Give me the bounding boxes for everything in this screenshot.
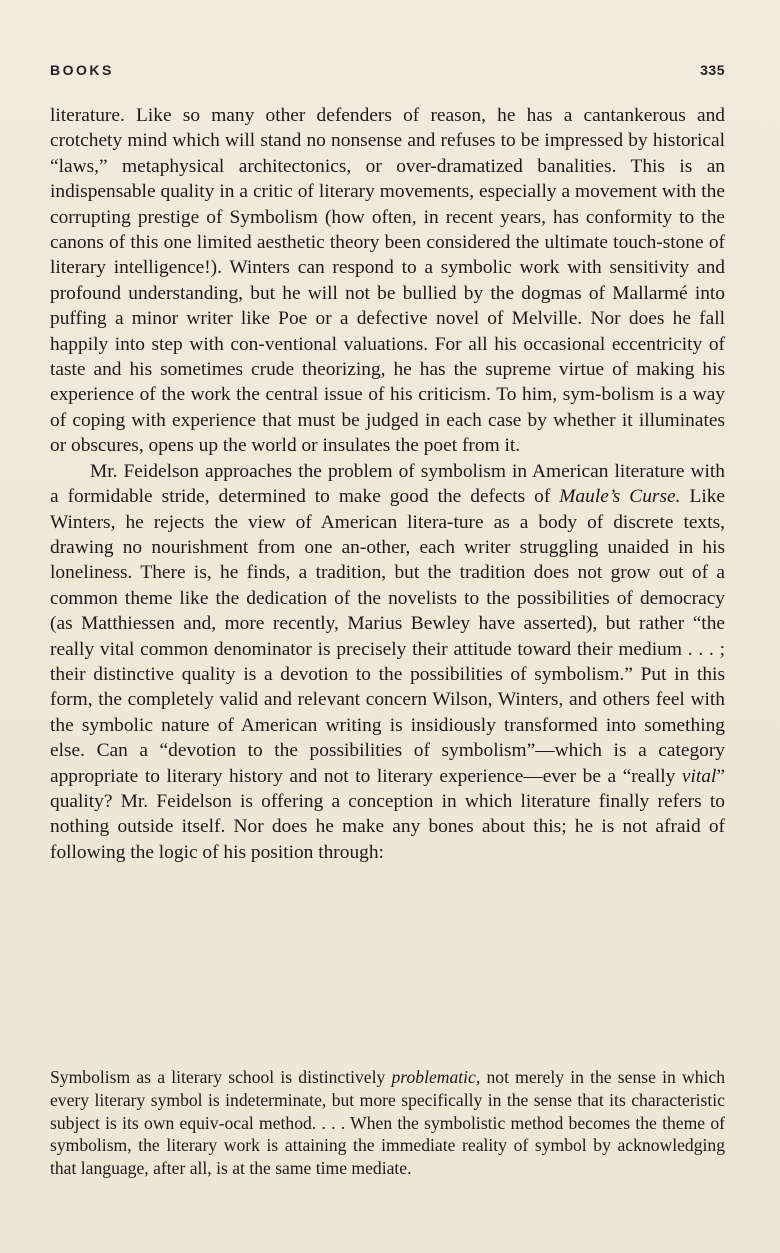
emphasis-italic: vital: [681, 765, 717, 787]
text-span: literature. Like so many other defenders of reason, he has a cantankerous and crotchety mind which will stand no nonsense and refuses to be impressed by historical “laws,” metaphysical architectonics, or over-dramatized banalities. This is an indispensable quality in a critic of literary movements, especially a movement with the corrupting prestige of Symbolism (how often, in recent years, has conformity to the canons of this one limited aesthetic theory been considered the ultimate touch-stone of literary intelligence!). Winters can respond to a symbolic work with sensitivity and profound understanding, but he will not be bullied by the dogmas of Mallarmé into puffing a minor writer like Poe or a defective novel of Melville. Nor does he fall happily into step with con-ventional valuations. For all his occasional eccentricity of taste and his sometimes crude theorizing, he has the supreme virtue of making his experience of the work the central issue of his criticism. To him, sym-bolism is a way of coping with experience that must be judged in each case by whether it illuminates or obscures, opens up the world or insulates the poet from it.: [50, 105, 725, 457]
body-text: [50, 103, 725, 865]
section-title: BOOKS: [50, 62, 114, 78]
text-span: Like Winters, he rejects the view of American litera-ture as a body of discrete texts, drawing no nourishment from one an-other, each writer struggling unaided in his loneliness. There is, he finds, a tradition, but the tradition does not grow out of a common theme like the dedication of the novelists to the possibilities of democracy (as Matthiessen and, more recently, Marius Bewley have asserted), but rather “the really vital common denominator is precisely their attitude toward their medium . . . ; their distinctive quality is a devotion to the possibilities of symbolism.” Put in this form, the completely valid and relevant concern Wilson, Winters, and others feel with the symbolic nature of American writing is insidiously transformed into something else. Can a “devotion to the possibilities of symbolism”—which is a category appropriate to literary history and not to literary experience—ever be a “really: [50, 486, 726, 787]
running-head: [50, 62, 725, 84]
page-number: 335: [700, 62, 725, 78]
emphasis-italic: problematic,: [391, 1067, 481, 1087]
book-title-italic: Maule’s Curse.: [559, 486, 681, 508]
block-quote: [50, 1066, 725, 1180]
text-span: not merely in the sense in which every literary symbol is indeterminate, but more specifically in the sense that its characteristic subject is its own equiv-ocal method. . . . When the symbolistic method becomes the theme of symbolism, the literary work is attaining the immediate reality of symbol by acknowledging that language, after all, is at the same time mediate.: [50, 1067, 725, 1179]
paragraph: [50, 103, 725, 459]
text-span: Symbolism as a literary school is distinctively: [50, 1067, 392, 1087]
text-span: ” quality? Mr. Feidelson is offering a conception in which literature finally refers to nothing outside itself. Nor does he make any bones about this; he is not afraid of following the logic of his position through:: [50, 765, 725, 863]
text-span: Mr. Feidelson approaches the problem of symbolism in American literature with a formidable stride, determined to make good the defects of: [50, 460, 725, 508]
paragraph: [50, 459, 725, 866]
